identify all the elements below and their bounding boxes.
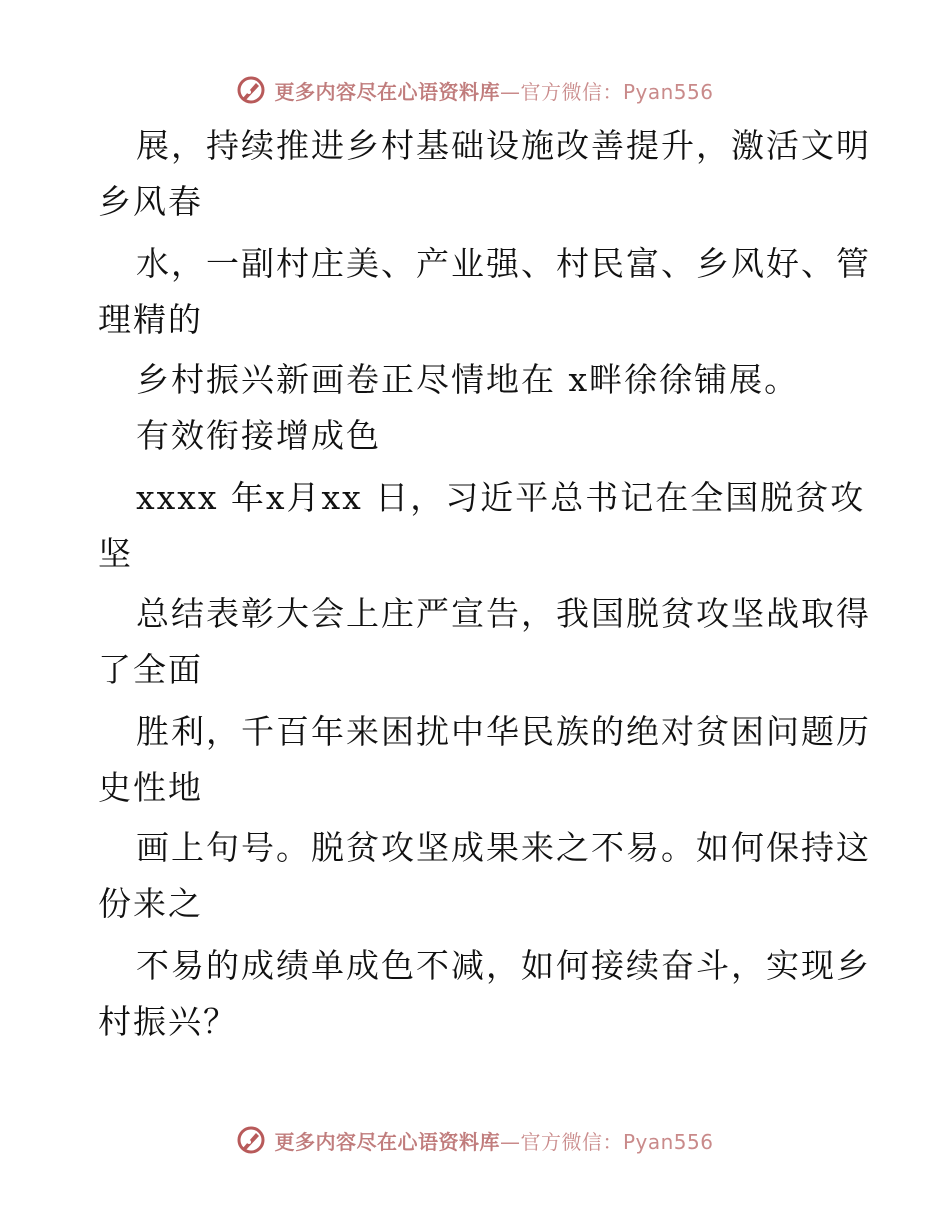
text-line: 胜利，千百年来困扰中华民族的绝对贫困问题历 — [136, 712, 871, 751]
watermark-text: 更多内容尽在心语资料库—官方微信：Pyan556 — [274, 79, 714, 104]
text-line: 画上句号。脱贫攻坚成果来之不易。如何保持这 — [136, 828, 871, 867]
pen-circle-logo-icon — [236, 1125, 266, 1155]
watermark-text: 更多内容尽在心语资料库—官方微信：Pyan556 — [274, 1129, 714, 1154]
text-line: xxxx 年x月xx 日，习近平总书记在全国脱贫攻 — [136, 478, 866, 517]
footer-watermark — [0, 1120, 950, 1160]
text-line: 乡风春 — [98, 182, 203, 221]
text-line: 有效衔接增成色 — [136, 416, 381, 455]
text-line: 村振兴？ — [98, 1002, 238, 1041]
pen-circle-logo-icon — [236, 75, 266, 105]
text-line: 史性地 — [98, 768, 203, 807]
text-line: 展，持续推进乡村基础设施改善提升，激活文明 — [136, 126, 871, 165]
text-line: 理精的 — [98, 300, 203, 339]
header-watermark — [0, 70, 950, 110]
text-line: 坚 — [98, 534, 133, 573]
text-line: 了全面 — [98, 650, 203, 689]
text-line: 份来之 — [98, 884, 203, 923]
text-line: 乡村振兴新画卷正尽情地在 x畔徐徐铺展。 — [136, 360, 800, 399]
text-line: 水，一副村庄美、产业强、村民富、乡风好、管 — [136, 244, 871, 283]
text-line: 不易的成绩单成色不减，如何接续奋斗，实现乡 — [136, 946, 871, 985]
text-line: 总结表彰大会上庄严宣告，我国脱贫攻坚战取得 — [136, 594, 871, 633]
